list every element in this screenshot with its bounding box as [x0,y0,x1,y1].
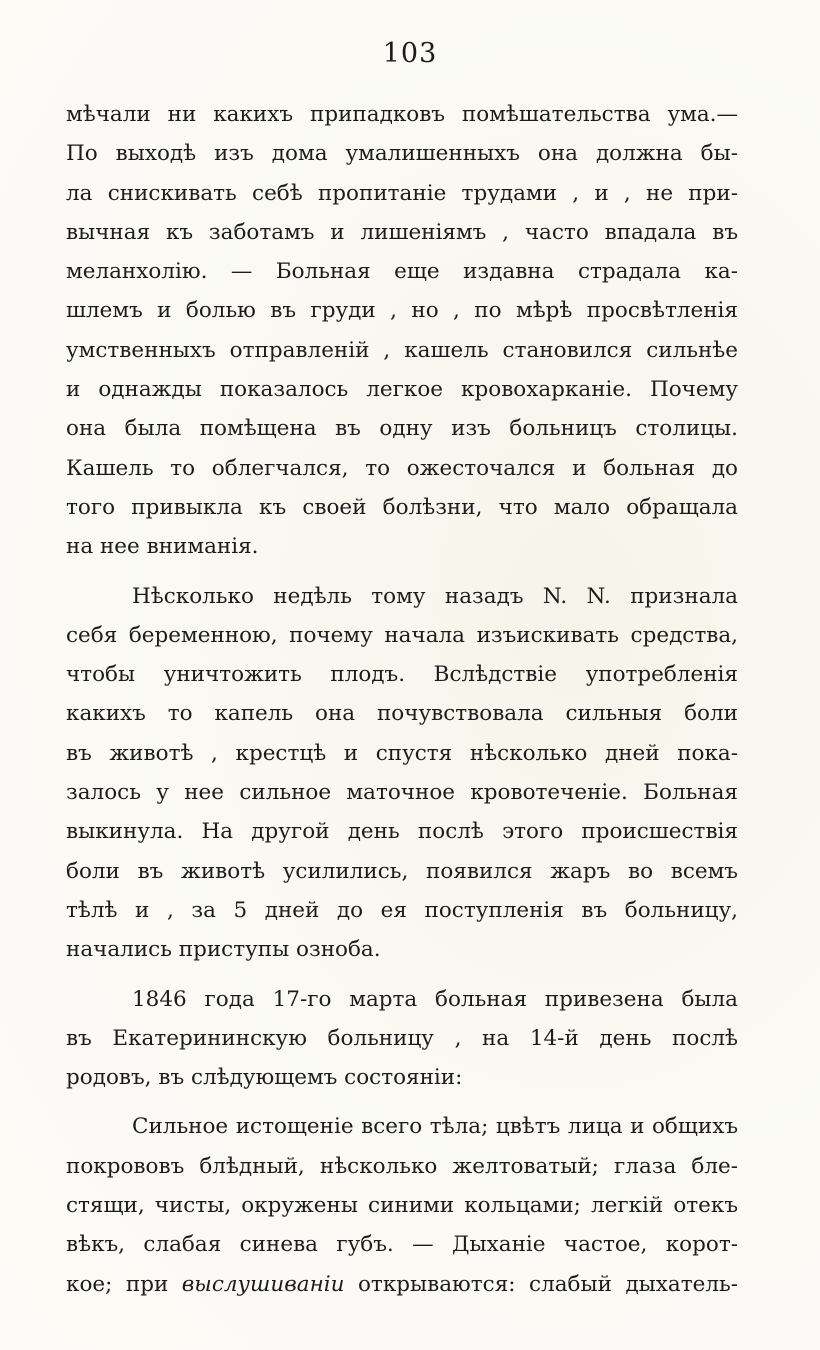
text-line: меланхолію. — Больная еще издавна страдала ка- [66,259,738,285]
text-line: на нее вниманія. [66,534,259,560]
text-line: мѣчали ни какихъ припадковъ помѣшательства ума.— [66,102,738,127]
paragraph-2 [66,577,738,970]
text-line: умственныхъ отправленій , кашель становился сильнѣе [66,337,738,363]
text-line: стящи, чисты, окружены синими кольцами; легкій отекъ [66,1193,738,1219]
text-line: По выходѣ изъ дома умалишенныхъ она должна бы- [66,141,738,167]
text-line: и однажды показалось легкое кровохарканіе. Почему [66,377,738,403]
text-line-final [66,1265,738,1304]
body-text [66,95,738,1304]
text-line: того привыкла къ своей болѣзни, что мало обращала [66,494,738,520]
text-line: Нѣсколько недѣль тому назадъ N. N. признала [132,583,738,609]
paragraph-4 [66,1107,738,1303]
page-number: 103 [382,38,438,69]
text-line: вычная къ заботамъ и лишеніямъ , часто впадала въ [66,219,738,245]
text-line: боли въ животѣ усилились, появился жаръ во всемъ [66,858,738,884]
text-line: себя беременною, почему начала изъискивать средства, [66,622,738,648]
text-line: чтобы уничтожить плодъ. Вслѣдствіе употребленія [66,662,738,688]
text-line: ла снискивать себѣ пропитаніе трудами , и , не при- [66,180,738,206]
text-line: начались приступы озноба. [66,937,381,963]
text-line: какихъ то капель она почувствовала сильныя боли [66,701,738,727]
text-line: въ животѣ , крестцѣ и спустя нѣсколько дней пока- [66,740,738,766]
text-line: въ Екатерининскую больницу , на 14-й день послѣ [66,1025,738,1051]
italic-term: выслушиваніи [181,1271,345,1297]
text-line: она была помѣщена въ одну изъ больницъ столицы. [66,416,738,442]
text-line: выкинула. На другой день послѣ этого происшествія [66,819,738,845]
text-line: шлемъ и болью въ груди , но , по мѣрѣ просвѣтленія [66,298,738,324]
text-line: Кашель то облегчался, то ожесточался и больная до [66,455,738,481]
paragraph-3 [66,980,738,1098]
text-line: 1846 года 17-го марта больная привезена была [132,986,738,1012]
text-run: кое; при [66,1271,182,1297]
text-line: залось у нее сильное маточное кровотеченіе. Больная [66,780,738,806]
paragraph-1 [66,95,738,567]
text-line: родовъ, въ слѣдующемъ состояніи: [66,1065,463,1091]
text-line: тѣлѣ и , за 5 дней до ея поступленія въ больницу, [66,897,738,923]
text-line: Сильное истощеніе всего тѣла; цвѣтъ лица и общихъ [132,1114,738,1140]
text-run: открываются: слабый дыхатель- [344,1271,738,1297]
text-line: вѣкъ, слабая синева губъ. — Дыханіе частое, корот- [66,1232,738,1258]
text-line: покрововъ блѣдный, нѣсколько желтоватый; глаза бле- [66,1153,738,1179]
